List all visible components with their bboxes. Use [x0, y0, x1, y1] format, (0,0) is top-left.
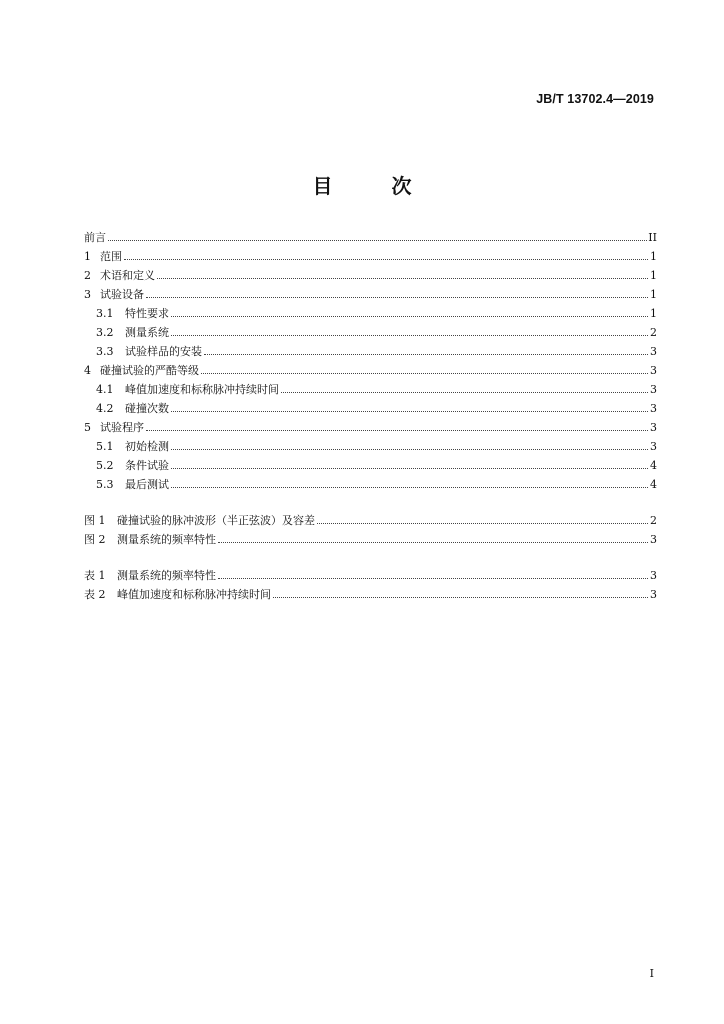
toc-entry-number: 图 2	[84, 533, 106, 546]
toc-entry-number: 4.1	[96, 383, 114, 396]
page-number: I	[649, 967, 654, 980]
toc-entry-4-1[interactable]	[84, 381, 657, 400]
toc-entry-number: 3.2	[96, 326, 114, 339]
toc-entry-page: 3	[650, 345, 657, 358]
toc-entry-page: II	[648, 231, 657, 244]
toc-entry-number: 表 1	[84, 569, 106, 582]
toc-leader-dots	[171, 315, 648, 317]
toc-entry-label: 范围	[100, 250, 122, 263]
toc-leader-dots	[124, 258, 648, 260]
toc-leader-dots	[281, 391, 648, 393]
toc-entry-label: 条件试验	[125, 459, 169, 472]
toc-leader-dots	[171, 410, 648, 412]
toc-entry-page: 3	[650, 421, 657, 434]
toc-entry-4-2[interactable]	[84, 400, 657, 419]
toc-entry-label: 碰撞试验的脉冲波形（半正弦波）及容差	[117, 514, 315, 527]
toc-entry-page: 3	[650, 402, 657, 415]
toc-entry-page: 2	[650, 514, 657, 527]
document-code: JB/T 13702.4—2019	[536, 92, 654, 106]
toc-entry-page: 1	[650, 250, 657, 263]
toc-leader-dots	[317, 522, 648, 524]
toc-leader-dots	[171, 448, 648, 450]
toc-entry-page: 4	[650, 478, 657, 491]
toc-entry-page: 3	[650, 440, 657, 453]
toc-entry-label: 术语和定义	[100, 269, 155, 282]
toc-entry-page: 4	[650, 459, 657, 472]
toc-entry-page: 3	[650, 569, 657, 582]
toc-entry-label: 峰值加速度和标称脉冲持续时间	[117, 588, 271, 601]
section-spacer	[84, 495, 657, 512]
toc-entry-number: 3	[84, 288, 91, 301]
toc-leader-dots	[204, 353, 648, 355]
toc-leader-dots	[218, 541, 648, 543]
toc-entry-number: 2	[84, 269, 91, 282]
toc-entry-number: 5.2	[96, 459, 114, 472]
toc-entry-number: 3.1	[96, 307, 114, 320]
toc-entry-number: 5.3	[96, 478, 114, 491]
table-of-contents	[84, 229, 657, 605]
toc-entry-label: 碰撞试验的严酷等级	[100, 364, 199, 377]
toc-entry-label: 测量系统	[125, 326, 169, 339]
toc-entry-label: 前言	[84, 231, 106, 244]
toc-entry-label: 试验设备	[100, 288, 144, 301]
toc-entry-label: 初始检测	[125, 440, 169, 453]
toc-entry-3-2[interactable]	[84, 324, 657, 343]
toc-entry-table-2[interactable]	[84, 586, 657, 605]
toc-entry-severity[interactable]	[84, 362, 657, 381]
toc-leader-dots	[146, 296, 648, 298]
toc-entry-label: 最后测试	[125, 478, 169, 491]
toc-leader-dots	[171, 486, 648, 488]
toc-entry-number: 5	[84, 421, 91, 434]
toc-entry-table-1[interactable]	[84, 567, 657, 586]
toc-entry-number: 3.3	[96, 345, 114, 358]
section-spacer	[84, 550, 657, 567]
toc-entry-page: 3	[650, 533, 657, 546]
toc-entry-5-1[interactable]	[84, 438, 657, 457]
toc-entry-figure-2[interactable]	[84, 531, 657, 550]
toc-leader-dots	[157, 277, 648, 279]
toc-entry-page: 3	[650, 364, 657, 377]
toc-leader-dots	[273, 596, 648, 598]
toc-entry-5-3[interactable]	[84, 476, 657, 495]
toc-entry-label: 特性要求	[125, 307, 169, 320]
toc-entry-number: 5.1	[96, 440, 114, 453]
toc-entry-page: 1	[650, 307, 657, 320]
page-title: 目 次	[312, 174, 438, 198]
toc-entry-equipment[interactable]	[84, 286, 657, 305]
toc-leader-dots	[171, 334, 648, 336]
toc-entry-5-2[interactable]	[84, 457, 657, 476]
toc-entry-3-3[interactable]	[84, 343, 657, 362]
toc-entry-number: 4	[84, 364, 91, 377]
toc-entry-number: 4.2	[96, 402, 114, 415]
toc-entry-3-1[interactable]	[84, 305, 657, 324]
toc-entry-label: 测量系统的频率特性	[117, 533, 216, 546]
toc-entry-number: 图 1	[84, 514, 106, 527]
toc-leader-dots	[201, 372, 648, 374]
toc-leader-dots	[108, 239, 647, 241]
toc-entry-label: 测量系统的频率特性	[117, 569, 216, 582]
toc-entry-page: 1	[650, 288, 657, 301]
toc-entry-label: 碰撞次数	[125, 402, 169, 415]
toc-entry-procedure[interactable]	[84, 419, 657, 438]
toc-entry-page: 1	[650, 269, 657, 282]
toc-entry-foreword[interactable]	[84, 229, 657, 248]
toc-entry-label: 试验程序	[100, 421, 144, 434]
toc-entry-number: 1	[84, 250, 91, 263]
toc-leader-dots	[171, 467, 648, 469]
toc-entry-page: 3	[650, 383, 657, 396]
toc-entry-page: 3	[650, 588, 657, 601]
toc-leader-dots	[218, 577, 648, 579]
toc-entry-number: 表 2	[84, 588, 106, 601]
toc-leader-dots	[146, 429, 648, 431]
toc-entry-label: 试验样品的安装	[125, 345, 202, 358]
toc-entry-terms[interactable]	[84, 267, 657, 286]
toc-entry-figure-1[interactable]	[84, 512, 657, 531]
toc-entry-label: 峰值加速度和标称脉冲持续时间	[125, 383, 279, 396]
toc-entry-scope[interactable]	[84, 248, 657, 267]
toc-entry-page: 2	[650, 326, 657, 339]
